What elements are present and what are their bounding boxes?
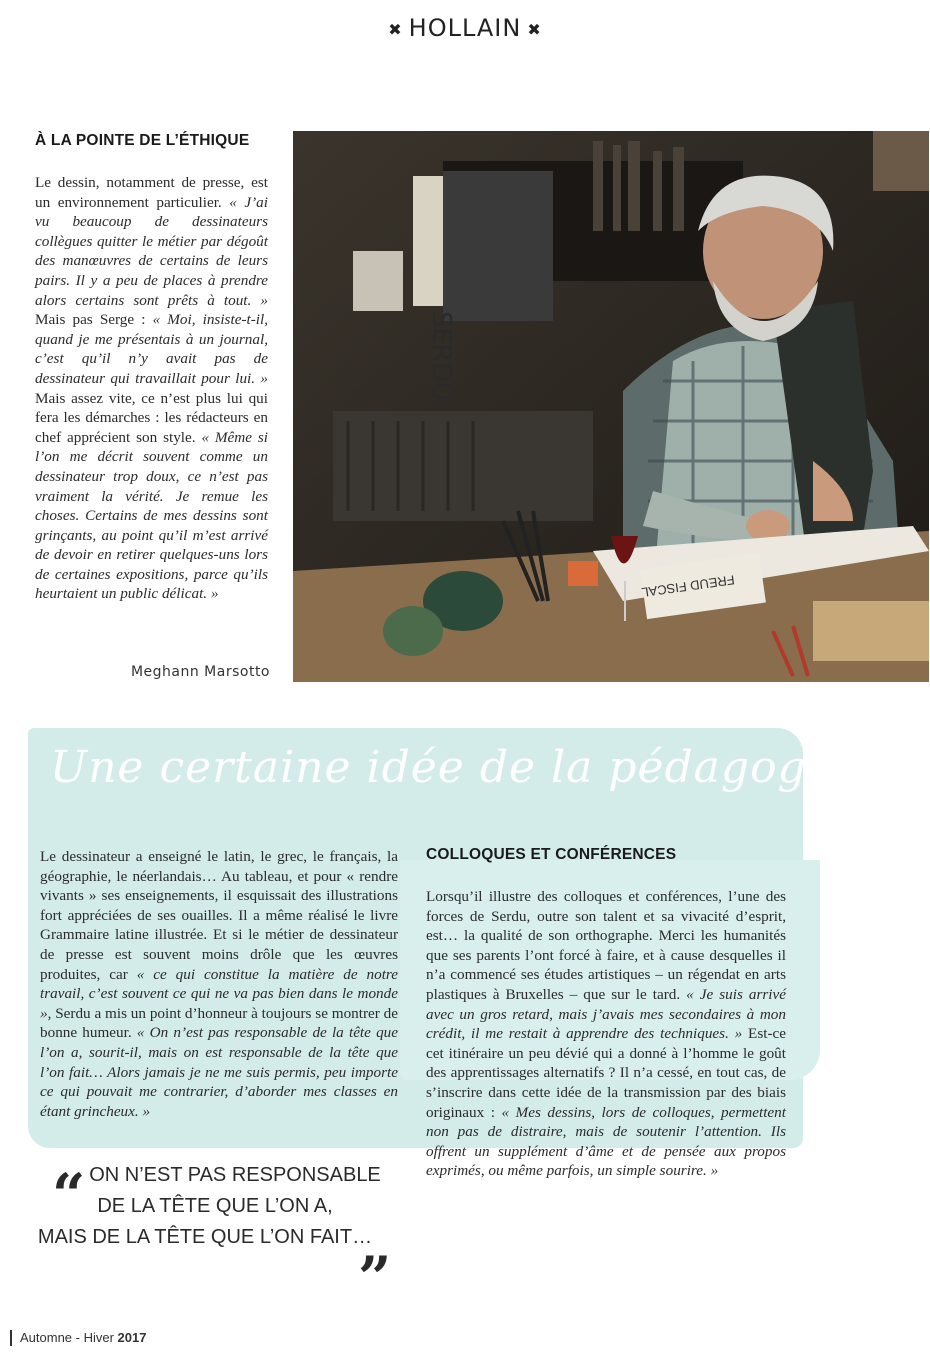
s1-p1: Le dessin, notamment de presse, est un environnement particulier. bbox=[35, 174, 268, 211]
pull-quote-line2: DE LA TÊTE QUE L’ON A, bbox=[97, 1195, 333, 1217]
footer-year: 2017 bbox=[117, 1330, 147, 1345]
s3-quote1: « Je suis arrivé avec un gros retard, mais j’avais mes secondaires à mon crédit, il me restait à apprendre des techniques. » bbox=[426, 985, 787, 1043]
section-heading-colloques: COLLOQUES ET CONFÉRENCES bbox=[426, 846, 677, 863]
s1-p3: Mais assez vite, ce n’est plus lui qui fera les démarches : les rédacteurs en chef apprécient son style. bbox=[35, 389, 268, 446]
s2-p1: Le dessinateur a enseigné le latin, le grec, le français, la géographie, le néerlandais… Au tableau, et pour « rendre vivants » ses enseignements, il esquissait des illustrations fort appréciées de ses ouailles. Il a même réalisé le livre Grammaire latine illustrée. Et si le métier de dessinateur de presse est souvent moins drôle que les œuvres produites, car bbox=[40, 848, 398, 983]
photo-illustration bbox=[293, 131, 929, 682]
footer-season: Automne - Hiver bbox=[20, 1330, 114, 1345]
header-title-text: HOLLAIN bbox=[408, 14, 522, 42]
close-quote-icon: ” bbox=[358, 1244, 392, 1312]
s2-p2: , Serdu a mis un point d’honneur à toujours se montrer de bonne humeur. bbox=[40, 1004, 398, 1042]
s3-p2: Est-ce cet itinéraire un peu dévié qui a donné à l’homme le goût des apprentissages alternatifs ? Il n’a cessé, en tout cas, de s’inscrire dans cette idée de la transmission par des biais originaux : bbox=[426, 1025, 786, 1121]
section1-text bbox=[35, 173, 268, 604]
photo-artist-drawing bbox=[293, 131, 929, 682]
header-title bbox=[0, 14, 930, 42]
s3-quote2: « Mes dessins, lors de colloques, permettent non pas de distraire, mais de soutenir l’attention. Ils offrent un supplément d’âme et de pensée aux propos exprimés, ou même parfois, un simple sourire. » bbox=[426, 1103, 786, 1180]
s1-quote3: « Même si l’on me décrit souvent comme un dessinateur trop doux, ce n’est pas vraiment la vérité. Je remue les choses. Certains de mes dessins sont grinçants, au point qu’il m’est arrivé de devoir en retirer quelques-uns lors de certaines expositions, parce qu’ils heurtaient un public délicat. » bbox=[35, 428, 268, 603]
section-title-pedagogie: Une certaine idée de la pédagogie bbox=[50, 742, 849, 793]
section3-text bbox=[426, 887, 786, 1181]
s1-p2: Mais pas Serge : bbox=[35, 311, 146, 329]
photo-side-text: SERDU bbox=[426, 311, 456, 402]
s1-quote1: « J’ai vu beaucoup de dessinateurs collègues quitter le métier par dégoût des manœuvres de certains de leurs pairs. Il y a peu de places à prendre alors certains sont prêts à tout. » bbox=[35, 193, 268, 309]
pull-quote-line1: ON N’EST PAS RESPONSABLE bbox=[89, 1164, 381, 1186]
photo-paper-label: FREUD FISCAL bbox=[640, 572, 736, 601]
s3-p1: Lorsqu’il illustre des colloques et conférences, l’une des forces de Serdu, outre son talent et sa vivacité d’esprit, est… la qualité de son orthographe. Merci les humanités que ses parents l’ont forcé à faire, et à cause desquelles il n’a commencé ses études artistiques – un régendat en arts plastiques à Bruxelles – que sur le tard. bbox=[426, 888, 786, 1003]
author-credit: Meghann Marsotto bbox=[130, 664, 270, 680]
s1-quote2: « Moi, insiste-t-il, quand je me présentais à un journal, c’est qu’il n’y avait pas de dessinateur qui travaillait pour lui. » bbox=[35, 311, 269, 387]
ornament-left-icon: ✖ bbox=[388, 19, 403, 39]
ornament-right-icon: ✖ bbox=[527, 19, 542, 39]
open-quote-icon: “ bbox=[52, 1161, 86, 1229]
section2-text bbox=[40, 847, 398, 1121]
section-heading-ethique: À LA POINTE DE L’ÉTHIQUE bbox=[35, 132, 250, 149]
pull-quote bbox=[30, 1160, 400, 1253]
page-footer bbox=[10, 1330, 146, 1346]
s2-quote2: « On n’est pas responsable de la tête que l’on a, sourit-il, mais on est responsable de la tête que l’on fait… Alors jamais je ne me suis permis, peu importe ce qui pouvait me contrarier, d’aborder mes classes en étant grincheux. » bbox=[40, 1024, 399, 1120]
s2-quote1: « ce qui constitue la matière de notre travail, c’est souvent ce qui ne va pas bien dans le monde » bbox=[40, 965, 399, 1022]
pull-quote-line3: MAIS DE LA TÊTE QUE L’ON FAIT… bbox=[37, 1226, 373, 1248]
